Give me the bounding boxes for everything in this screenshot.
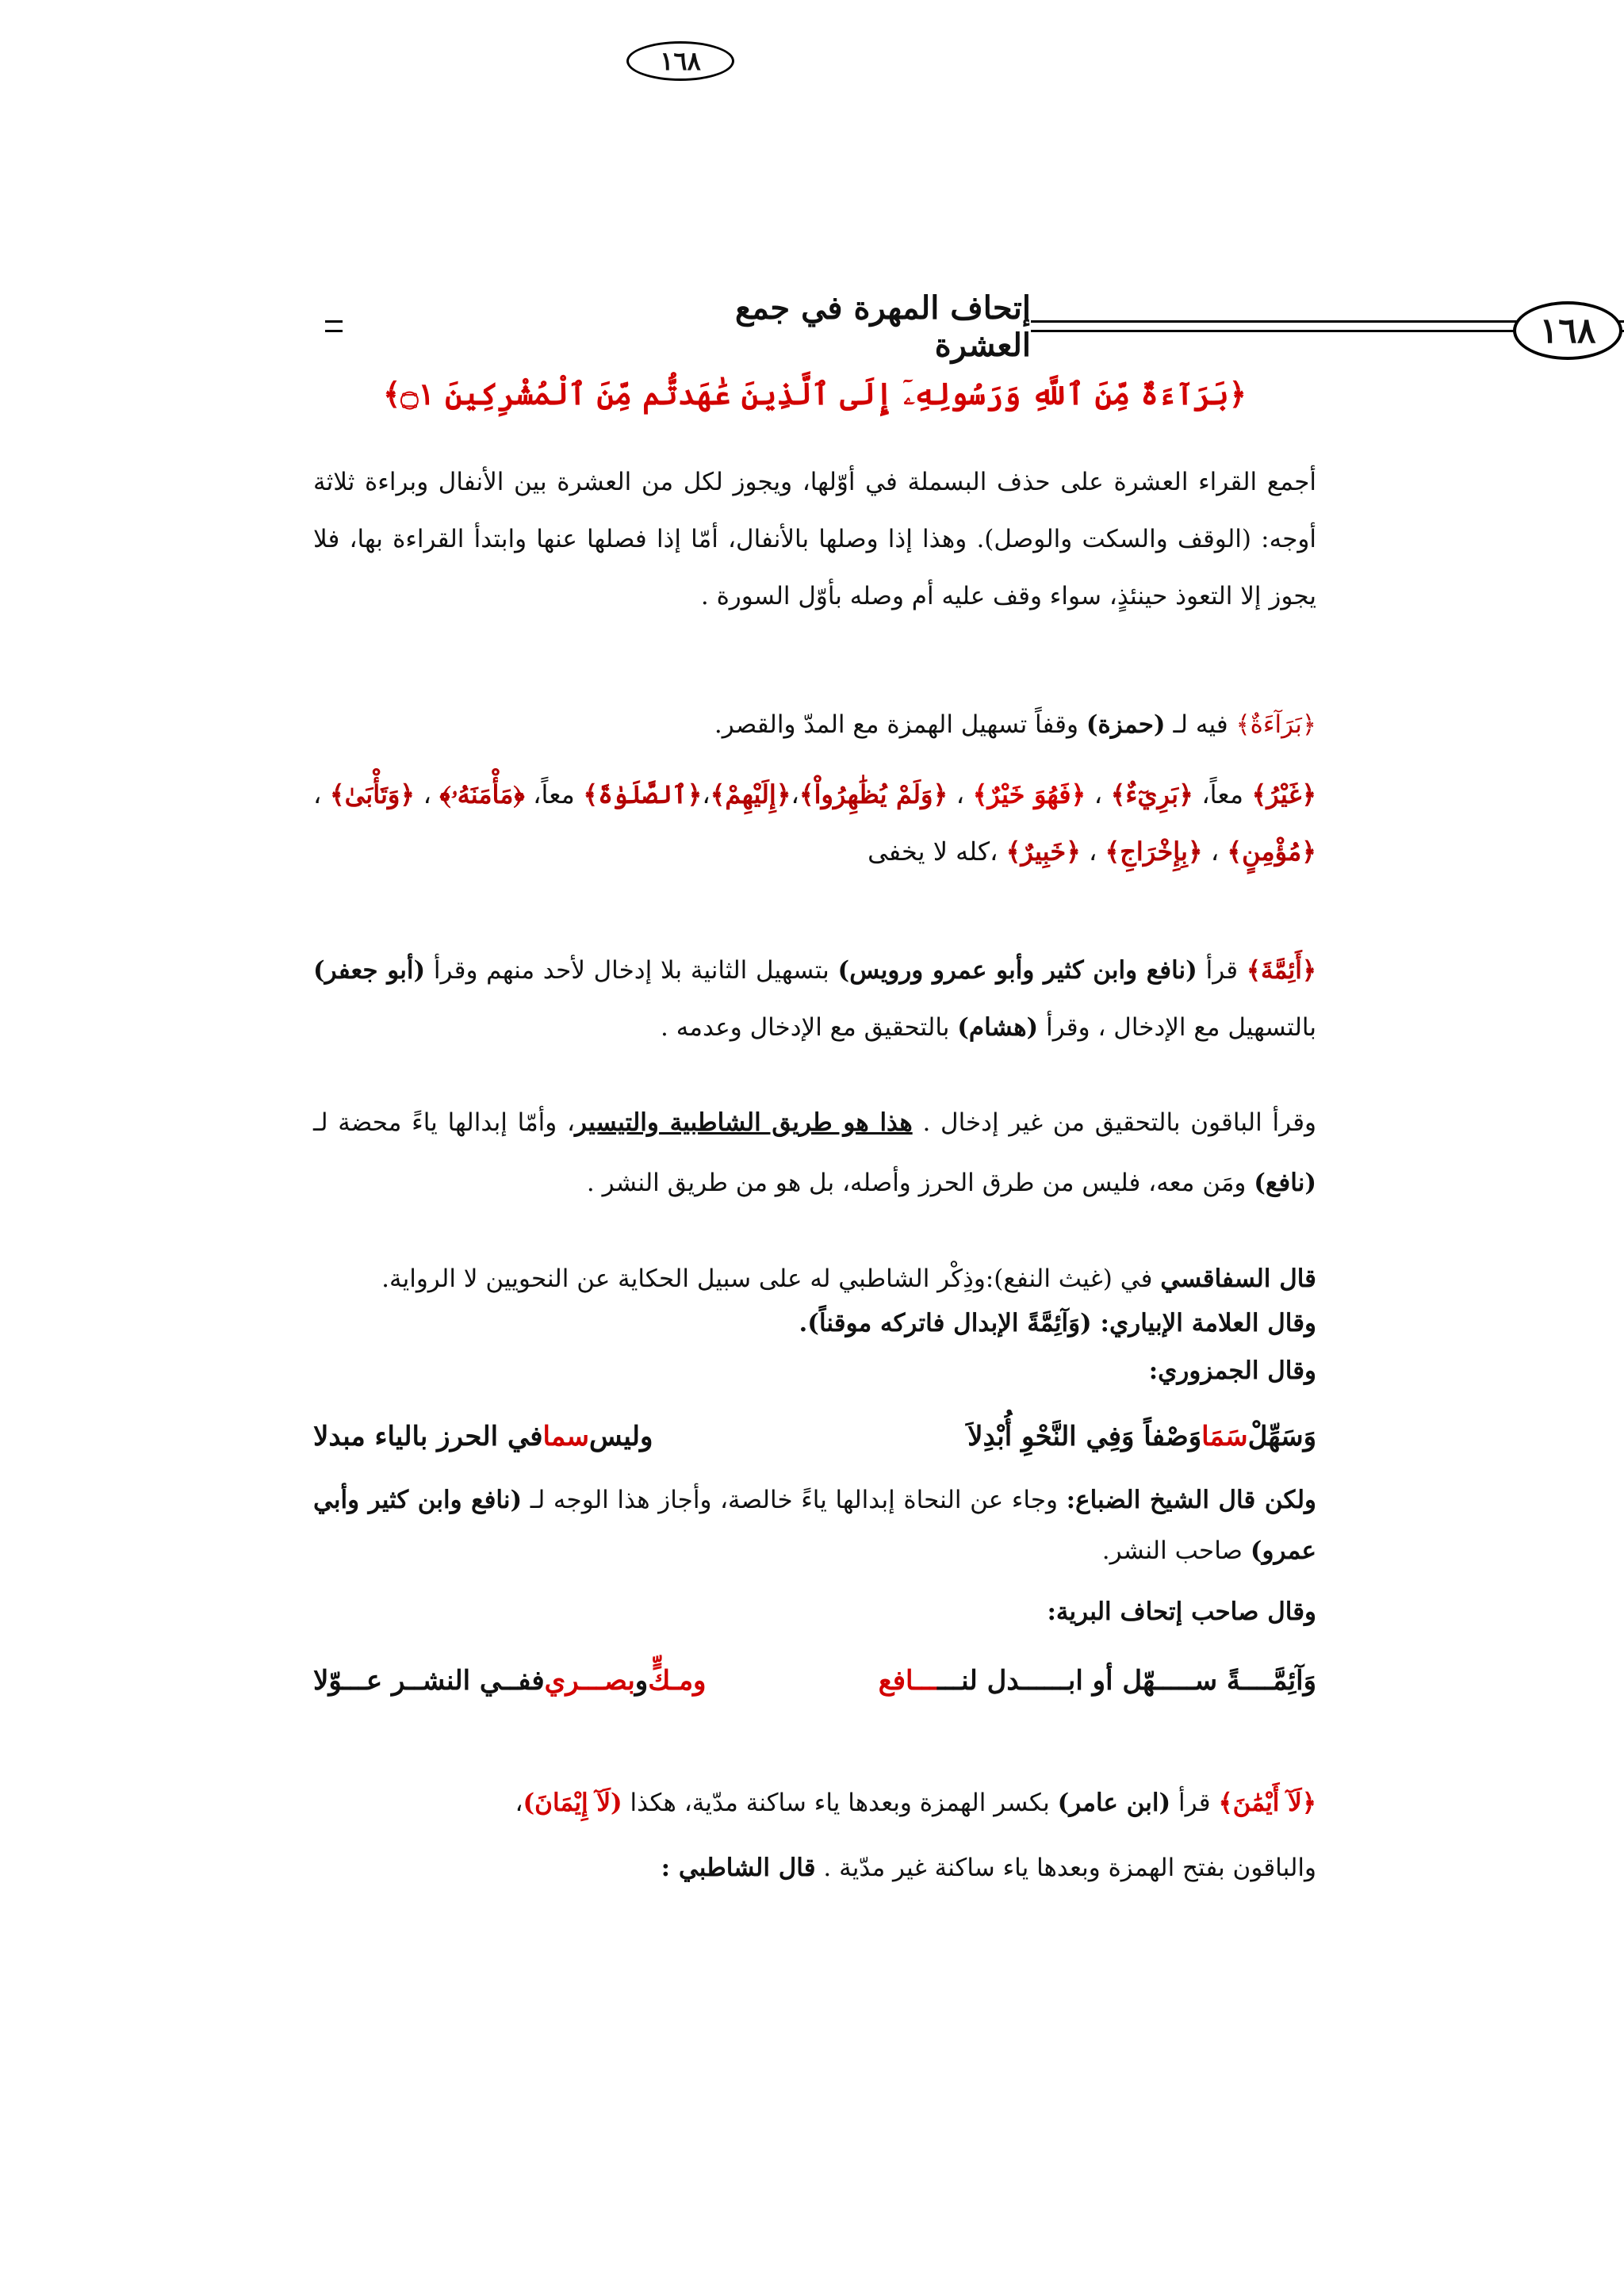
scholar-name: ولكن قال الشيخ الضباع: (1066, 1486, 1316, 1514)
quran-word: ﴿ٱلصَّلَوٰةَ﴾ (583, 779, 703, 809)
paragraph-jamzuri (313, 1348, 1316, 1394)
reader-names: (نافع وابن كثير وأبو عمرو ورويس) (837, 956, 1197, 985)
page-header (325, 289, 1596, 364)
reader-name: (نافع) (1254, 1169, 1316, 1197)
poem-hemistich-right: وَآئِمَّــــةً ســـــهّل أو ابــــــدل لنــــــافع (878, 1665, 1316, 1697)
paragraph-ithaf (313, 1589, 1316, 1635)
header-rule (325, 320, 343, 323)
scholar-name: وقال صاحب إتحاف البرية: (1047, 1598, 1316, 1626)
header-page-number: ١٦٨ (1513, 301, 1622, 360)
quran-word: ﴿أَئِمَّةَ﴾ (1246, 956, 1316, 985)
quran-word: (لَآ إِيْمَانَ) (523, 1789, 622, 1817)
quran-word: ﴿لَآ أَيْمَٰنَ﴾ (1218, 1789, 1316, 1817)
paragraph-aiman: ﴿لَآ أَيْمَٰنَ﴾ قرأ (ابن عامر) بكسر الهمزة وبعدها ياء ساكنة مدّية، هكذا (لَآ إِيْمَانَ)، (515, 1789, 1316, 1817)
paragraph-ibyari: وقال العلامة الإبياري: (وَآئِمَّةً الإبدال فاتركه موقناً). (799, 1309, 1316, 1337)
reader-names: (نافع وابن كثير وأبي عمرو) (313, 1486, 1316, 1565)
reader-name: (حمزة) (1086, 710, 1166, 739)
scholar-name: قال الشاطبي : (661, 1854, 816, 1882)
quran-word: ﴿وَتَأْبَىٰ﴾ (329, 779, 416, 809)
quran-word: ﴿وَلَمْ يُظَٰهِرُواْ﴾ (799, 779, 948, 809)
paragraph-final: والباقون بفتح الهمزة وبعدها ياء ساكنة غير مدّية . قال الشاطبي : (661, 1854, 1316, 1882)
paragraph-others: وقرأ الباقون بالتحقيق من غير إدخال . هذا هو طريق الشاطبية والتيسير، وأمّا إبدالها ياءً محضة لـ (نافع) ومَن معه، فليس من طرق الحرز وأصله، بل هو من طريق النشر . (313, 1108, 1316, 1197)
poem-hemistich-left: وليسسمافي الحرز بالياء مبدلا (313, 1421, 653, 1452)
scholar-name: وقال العلامة الإبياري: (1100, 1309, 1316, 1337)
poem-line (313, 1413, 1316, 1460)
emphasis-text: هذا هو طريق الشاطبية والتيسير (575, 1108, 913, 1137)
quran-word: ﴿فَهُوَ خَيْرٌ﴾ (972, 779, 1086, 809)
paragraph-bara: ﴿بَرَآءَةٌ﴾ فيه لـ (حمزة) وقفاً تسهيل الهمزة مع المدّ والقصر. (714, 710, 1316, 739)
reader-name: (هشام) (957, 1013, 1039, 1042)
paragraph-safaqusi: قال السفاقسي في (غيث النفع):وذِكْر الشاطبي له على سبيل الحكاية عن النحويين لا الرواية. (381, 1265, 1316, 1293)
page-number: ١٦٨ (626, 41, 734, 81)
paragraph-words: ﴿غَيْرُ﴾ معاً، ﴿بَرِيٓءٌ﴾ ، ﴿فَهُوَ خَيْرٌ﴾ ، ﴿وَلَمْ يُظَٰهِرُواْ﴾،﴿إِلَيْهِمْ﴾،﴿ٱلصَّلَوٰةَ﴾ معاً، ﴿مَأْمَنَهُۥ﴾ ، ﴿وَتَأْبَىٰ﴾ ، ﴿مُؤْمِنٍ﴾ ، ﴿بِإِخْرَاجِ﴾ ، ﴿خَبِيرٌ﴾ ،كله لا يخفى (313, 779, 1317, 867)
quran-word: ﴿مَأْمَنَهُۥ﴾ (439, 779, 525, 809)
reader-name: (أبو جعفر) (313, 956, 426, 985)
header-rule (325, 330, 343, 332)
quran-word: ﴿بَرَآءَةٌ﴾ (1235, 710, 1316, 739)
paragraph-aimma: ﴿أَئِمَّةَ﴾ قرأ (نافع وابن كثير وأبو عمرو ورويس) بتسهيل الثانية بلا إدخال لأحد منهم وقرأ (أبو جعفر) بالتسهيل مع الإدخال ، وقرأ (هشام) بالتحقيق مع الإدخال وعدمه . (313, 956, 1316, 1042)
scholar-name: قال السفاقسي (1160, 1265, 1316, 1293)
scholar-name: وقال الجمزوري: (1148, 1357, 1316, 1385)
reader-name: (ابن عامر) (1057, 1789, 1171, 1817)
poem-hemistich-right: وَسَهِّلْسَمَاوَصْفاً وَفِي النَّحْوِ أُبْدِلاَ (967, 1421, 1316, 1452)
paragraph-dabba: ولكن قال الشيخ الضباع: وجاء عن النحاة إبدالها ياءً خالصة، وأجاز هذا الوجه لـ (نافع وابن كثير وأبي عمرو) صاحب النشر. (313, 1486, 1316, 1565)
paragraph-intro: أجمع القراء العشرة على حذف البسملة في أوّلها، ويجوز لكل من العشرة بين الأنفال وبراءة ثلاثة أوجه: (الوقف والسكت والوصل). وهذا إذا وصلها بالأنفال، أمّا إذا فصلها عنها وابتدأ القراءة بها، فلا يجوز إلا التعوذ حينئذٍ، سواء وقف عليه أم وصله بأوّل السورة . (313, 468, 1316, 610)
quran-verse: ﴿بَرَآءَةٌ مِّنَ ٱللَّهِ وَرَسُولِهِۦٓ إِلَى ٱلَّذِينَ عَٰهَدتُّم مِّنَ ٱلْمُشْرِكِينَ ۝١﴾ (382, 376, 1247, 411)
quran-word: ﴿غَيْرُ﴾ (1251, 779, 1317, 809)
quran-word: ﴿خَبِيرٌ﴾ (1005, 836, 1081, 867)
poem-hemistich-left: ومـكٍّوبصـــريففــي النشــر عـــوّلا (313, 1665, 707, 1697)
quran-word: ﴿بَرِيٓءٌ﴾ (1110, 779, 1193, 809)
quran-word: ﴿مُؤْمِنٍ﴾ (1227, 836, 1316, 867)
poem-line (313, 1657, 1316, 1705)
quran-word: ﴿بِإِخْرَاجِ﴾ (1105, 836, 1203, 867)
book-title: إتحاف المهرة في جمع العشرة (682, 303, 1031, 350)
quran-word: ﴿إِلَيْهِمْ﴾ (710, 779, 791, 809)
